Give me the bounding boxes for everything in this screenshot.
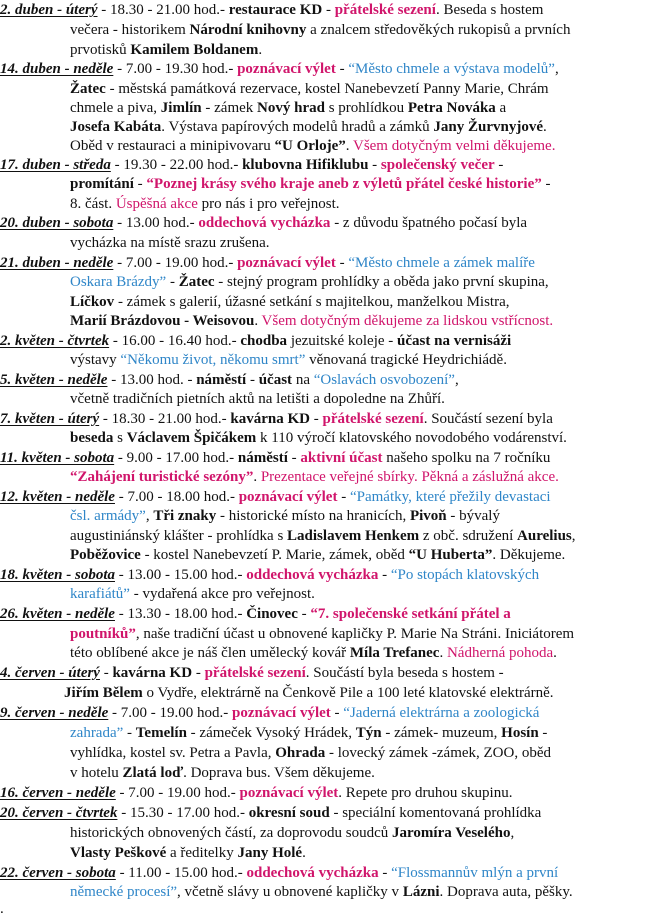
emphasis-text: Činovec bbox=[246, 606, 298, 622]
text-line bbox=[0, 763, 658, 784]
event-title: “Jaderná elektrárna a zoologická bbox=[343, 705, 540, 721]
event-text: k 110 výročí klatovského novodobého vodárenství. bbox=[256, 430, 567, 446]
event-text: - speciální komentovaná prohlídka bbox=[329, 805, 542, 821]
emphasis-text: beseda bbox=[70, 430, 114, 446]
emphasis-text: Nový hrad bbox=[257, 100, 325, 116]
event-text: a znalcem středověkých rukopisů a prvních bbox=[306, 22, 571, 38]
activity-type: “7. společenské setkání přátel a bbox=[310, 606, 511, 622]
emphasis-text: Líčkov bbox=[70, 294, 115, 310]
text-line bbox=[0, 98, 658, 119]
emphasis-text: náměstí bbox=[237, 450, 288, 466]
event-text: - 16.00 - 16.40 hod.- bbox=[109, 333, 241, 349]
activity-type: poznávací výlet bbox=[239, 785, 339, 801]
event-title: zahrada” bbox=[70, 725, 124, 741]
text-line bbox=[0, 803, 658, 824]
event-title: “Památky, které přežily devastaci bbox=[349, 489, 551, 505]
event-text: , bbox=[145, 508, 154, 524]
activity-type: aktivní účast bbox=[300, 450, 383, 466]
event-text: - 18.30 - 21.00 hod.- bbox=[99, 411, 231, 427]
text-line bbox=[0, 389, 658, 410]
text-line bbox=[0, 863, 658, 884]
event-date: 26. květen - neděle bbox=[0, 606, 115, 622]
text-line bbox=[0, 233, 658, 254]
event-text: - 11.00 - 15.00 hod.- bbox=[115, 865, 247, 881]
event-text: - bbox=[123, 725, 136, 741]
event-text: , bbox=[571, 528, 576, 544]
event-text: z obč. sdružení bbox=[419, 528, 518, 544]
event-text: . bbox=[543, 119, 547, 135]
event-text: - stejný program prohlídky a oběda jako první skupina, bbox=[214, 274, 549, 290]
event-text: - lovecký zámek -zámek, ZOO, oběd bbox=[325, 745, 552, 761]
activity-type: přátelské sezení bbox=[334, 2, 436, 18]
event-text: - bbox=[246, 372, 259, 388]
event-title: karafiátů” bbox=[70, 586, 130, 602]
event-text: výstavy bbox=[70, 352, 121, 368]
emphasis-text: Jaromíra Veselého bbox=[392, 825, 511, 841]
text-line bbox=[0, 703, 658, 724]
text-line bbox=[0, 565, 658, 586]
event-text: na bbox=[292, 372, 314, 388]
event-text: - 7.00 - 18.00 hod.- bbox=[114, 489, 239, 505]
event-text: . Součástí byla beseda s hostem - bbox=[305, 665, 504, 681]
emphasis-text: promítání bbox=[70, 176, 134, 192]
event-text: - bbox=[166, 274, 179, 290]
emphasis-text: chodba bbox=[240, 333, 288, 349]
event-text: . Výstava papírových modelů hradů a zámků bbox=[161, 119, 434, 135]
text-line bbox=[0, 882, 658, 903]
activity-type: společenský večer bbox=[380, 157, 495, 173]
activity-type: poutníků” bbox=[70, 626, 136, 642]
event-title: Oskara Brázdy” bbox=[70, 274, 167, 290]
text-line bbox=[0, 409, 658, 430]
emphasis-text: Míla Trefanec bbox=[349, 645, 440, 661]
event-text: - zámeček Vysoký Hrádek, bbox=[186, 725, 356, 741]
event-text: - 13.00 hod.- bbox=[113, 215, 199, 231]
text-line bbox=[0, 136, 658, 157]
text-line bbox=[0, 467, 658, 488]
event-text: . Doprava bus. Všem děkujeme. bbox=[183, 765, 375, 781]
event-text: - vydařená akce pro veřejnost. bbox=[129, 586, 315, 602]
event-text: - 13.00 hod. - bbox=[107, 372, 197, 388]
emphasis-text: náměstí bbox=[196, 372, 247, 388]
activity-type: poznávací výlet bbox=[238, 489, 338, 505]
event-text: - z důvodu špatného počasí byla bbox=[330, 215, 528, 231]
note-text: Úspěšná akce bbox=[115, 196, 198, 212]
event-date: 9. červen - neděle bbox=[0, 705, 109, 721]
emphasis-text: kavárna KD bbox=[112, 665, 193, 681]
event-text: vyhlídka, kostel sv. Petra a Pavla, bbox=[70, 745, 276, 761]
event-text: - bbox=[337, 489, 350, 505]
note-text: Všem dotyčným velmi děkujeme. bbox=[352, 138, 556, 154]
text-line bbox=[0, 0, 658, 21]
emphasis-text: Marií Brázdovou - Weisovou bbox=[70, 313, 255, 329]
event-text: - 9.00 - 17.00 hod.- bbox=[114, 450, 238, 466]
text-line bbox=[0, 843, 658, 864]
text-line bbox=[0, 311, 658, 332]
text-line bbox=[0, 783, 658, 804]
emphasis-text: Tři znaky bbox=[153, 508, 217, 524]
text-line bbox=[0, 350, 658, 371]
event-text: prvotisků bbox=[70, 42, 131, 58]
event-text: v hotelu bbox=[70, 765, 123, 781]
event-text: augustiniánský klášter - prohlídka s bbox=[70, 528, 288, 544]
event-text: - bývalý bbox=[446, 508, 500, 524]
emphasis-text: Kamilem Boldanem bbox=[130, 42, 259, 58]
event-text: . bbox=[345, 138, 353, 154]
emphasis-text: Ohrada bbox=[275, 745, 326, 761]
emphasis-text: okresní soud bbox=[248, 805, 330, 821]
emphasis-text: Poběžovice bbox=[70, 547, 141, 563]
event-text: - bbox=[287, 450, 301, 466]
text-line bbox=[0, 331, 658, 352]
text-line bbox=[0, 604, 658, 625]
text-line bbox=[0, 743, 658, 764]
text-line bbox=[0, 117, 658, 138]
note-text: Nádherná pohoda bbox=[446, 645, 554, 661]
event-text: - bbox=[322, 2, 335, 18]
event-text: - 13.00 - 15.00 hod.- bbox=[114, 567, 247, 583]
text-line bbox=[0, 370, 658, 391]
event-text: - bbox=[335, 61, 349, 77]
event-date: 17. duben - středa bbox=[0, 157, 111, 173]
emphasis-text: účast na vernisáži bbox=[397, 333, 512, 349]
event-text: - bbox=[133, 176, 147, 192]
event-text: - bbox=[335, 255, 349, 271]
text-line bbox=[0, 723, 658, 744]
event-title: “Flossmannův mlýn a první bbox=[391, 865, 559, 881]
activity-type: přátelské sezení bbox=[204, 665, 306, 681]
event-text: - zámek- muzeum, bbox=[381, 725, 502, 741]
event-text: . bbox=[302, 845, 306, 861]
emphasis-text: Jany Holé bbox=[237, 845, 303, 861]
emphasis-text: Jany Žurvnyjové bbox=[433, 119, 543, 135]
event-date: 20. duben - sobota bbox=[0, 215, 114, 231]
event-text: - bbox=[378, 865, 392, 881]
event-text: - 13.30 - 18.00 hod.- bbox=[114, 606, 247, 622]
text-line bbox=[0, 624, 658, 645]
text-line bbox=[0, 20, 658, 41]
emphasis-text: Aurelius bbox=[517, 528, 572, 544]
emphasis-text: Vlasty Peškové bbox=[70, 845, 167, 861]
event-text: vycházka na místě srazu zrušena. bbox=[70, 235, 270, 251]
event-text: historických obnovených částí, za doprovodu soudců bbox=[70, 825, 393, 841]
text-line bbox=[0, 487, 658, 508]
event-date: 16. červen - neděle bbox=[0, 785, 116, 801]
event-date: 7. květen - úterý bbox=[0, 411, 100, 427]
event-title: německé procesí” bbox=[70, 884, 178, 900]
text-line bbox=[0, 584, 658, 605]
event-text: včetně tradičních pietních aktů na letišti a dopoledne na Zhůří. bbox=[70, 391, 445, 407]
activity-type: “Poznej krásy svého kraje aneb z výletů přátel české historie” bbox=[146, 176, 542, 192]
event-text: - bbox=[378, 567, 391, 583]
event-text: . bbox=[439, 645, 447, 661]
event-text: - bbox=[368, 157, 381, 173]
event-text: večera - historikem bbox=[70, 22, 190, 38]
emphasis-text: účast bbox=[258, 372, 293, 388]
event-date: 11. květen - sobota bbox=[0, 450, 115, 466]
event-title: “Město chmele a výstava modelů” bbox=[348, 61, 555, 77]
text-line bbox=[0, 292, 658, 313]
emphasis-text: klubovna Hifiklubu bbox=[242, 157, 369, 173]
event-title: “Oslavách osvobození” bbox=[313, 372, 455, 388]
event-text: chmele a piva, bbox=[70, 100, 161, 116]
event-text: - bbox=[494, 157, 504, 173]
event-text: - bbox=[297, 606, 311, 622]
event-date: 22. červen - sobota bbox=[0, 865, 116, 881]
emphasis-text: Pivoň bbox=[409, 508, 447, 524]
activity-type: poznávací výlet bbox=[237, 61, 336, 77]
text-line bbox=[0, 155, 658, 176]
event-text: Oběd v restauraci a minipivovaru bbox=[70, 138, 275, 154]
activity-type: poznávací výlet bbox=[237, 255, 336, 271]
event-date: 12. květen - neděle bbox=[0, 489, 115, 505]
emphasis-text: Žatec bbox=[178, 274, 215, 290]
event-date: 2. květen - čtvrtek bbox=[0, 333, 110, 349]
event-text: - 7.00 - 19.00 hod.- bbox=[108, 705, 233, 721]
event-text: 8. část. bbox=[70, 196, 116, 212]
event-text: s bbox=[113, 430, 127, 446]
emphasis-text: Národní knihovny bbox=[189, 22, 307, 38]
event-title: “Město chmele a zámek malíře bbox=[348, 255, 535, 271]
event-text: - 18.30 - 21.00 hod.- bbox=[97, 2, 229, 18]
event-text: - 7.00 - 19.30 hod.- bbox=[113, 61, 238, 77]
text-line bbox=[0, 663, 658, 684]
text-line bbox=[0, 506, 658, 527]
event-date: 2. duben - úterý bbox=[0, 2, 98, 18]
text-line bbox=[0, 213, 658, 234]
event-text: . Repete pro druhou skupinu. bbox=[338, 785, 513, 801]
text-line bbox=[0, 643, 658, 664]
text-line bbox=[0, 823, 658, 844]
event-text: - bbox=[330, 705, 344, 721]
event-date: 20. červen - čtvrtek bbox=[0, 805, 118, 821]
event-text: - městská památková rezervace, kostel Nanebevzetí Panny Marie, Chrám bbox=[105, 81, 549, 97]
event-text: , naše tradiční účast u obnovené kapličky P. Marie Na Stráni. Iniciátorem bbox=[135, 626, 575, 642]
text-line bbox=[0, 428, 658, 449]
activity-type: oddechová vycházka bbox=[246, 567, 379, 583]
event-text: - bbox=[538, 725, 548, 741]
event-text: - 7.00 - 19.00 hod.- bbox=[113, 255, 238, 271]
event-text: a ředitelky bbox=[166, 845, 238, 861]
event-text: . Doprava auta, pěšky. bbox=[439, 884, 573, 900]
text-line bbox=[0, 272, 658, 293]
event-text: - bbox=[541, 176, 551, 192]
text-line bbox=[0, 448, 658, 469]
emphasis-text: Josefa Kabáta bbox=[70, 119, 162, 135]
emphasis-text: Petra Nováka bbox=[407, 100, 496, 116]
event-text: . bbox=[254, 313, 262, 329]
emphasis-text: kavárna KD bbox=[230, 411, 310, 427]
event-text: - zámek bbox=[201, 100, 258, 116]
emphasis-text: Lázni bbox=[402, 884, 440, 900]
emphasis-text: Hosín bbox=[501, 725, 539, 741]
text-line bbox=[0, 194, 658, 215]
event-text: . bbox=[553, 645, 557, 661]
event-text: - 19.30 - 22.00 hod.- bbox=[110, 157, 243, 173]
emphasis-text: Jiřím Bělem bbox=[64, 685, 143, 701]
event-text: , bbox=[454, 372, 459, 388]
event-text: této oblíbené akce je náš člen umělecký kovář bbox=[70, 645, 350, 661]
event-text: , včetně slávy u obnovené kapličky v bbox=[177, 884, 403, 900]
event-text: - bbox=[192, 665, 205, 681]
emphasis-text: Ladislavem Henkem bbox=[287, 528, 420, 544]
note-text: Všem dotyčným děkujeme za lidskou vstřícnost. bbox=[261, 313, 554, 329]
emphasis-text: Temelín bbox=[135, 725, 187, 741]
text-line bbox=[0, 79, 658, 100]
emphasis-text: Žatec bbox=[70, 81, 106, 97]
event-text: věnovaná tragické Heydrichiádě. bbox=[305, 352, 507, 368]
event-text: , bbox=[510, 825, 515, 841]
event-text: a bbox=[495, 100, 507, 116]
event-date: 5. květen - neděle bbox=[0, 372, 108, 388]
emphasis-text: Václavem Špičákem bbox=[126, 430, 257, 446]
stray-dot: . bbox=[0, 901, 4, 917]
activity-type: přátelské sezení bbox=[322, 411, 424, 427]
event-text: - zámek s galerií, úžasné setkání s majitelkou, manželkou Mistra, bbox=[114, 294, 510, 310]
activity-type: poznávací výlet bbox=[232, 705, 331, 721]
event-date: 21. duben - neděle bbox=[0, 255, 114, 271]
event-date: 4. červen - úterý bbox=[0, 665, 100, 681]
emphasis-text: “U Orloje” bbox=[274, 138, 346, 154]
event-text: o Vydře, elektrárně na Čenkově Pile a 100 leté klatovské elektrárně. bbox=[142, 685, 554, 701]
emphasis-text: “U Huberta” bbox=[408, 547, 493, 563]
event-text: - historické místo na hranicích, bbox=[216, 508, 410, 524]
activity-type: oddechová vycházka bbox=[198, 215, 331, 231]
event-text: - bbox=[309, 411, 323, 427]
event-text: . Beseda s hostem bbox=[435, 2, 544, 18]
event-text: pro nás i pro veřejnost. bbox=[197, 196, 340, 212]
event-title: čsl. armády” bbox=[70, 508, 146, 524]
event-text: - kostel Nanebevzetí P. Marie, zámek, oběd bbox=[140, 547, 409, 563]
text-line bbox=[0, 174, 658, 195]
text-line bbox=[0, 545, 658, 566]
event-title: “Po stopách klatovských bbox=[390, 567, 540, 583]
event-date: 18. květen - sobota bbox=[0, 567, 115, 583]
text-line bbox=[0, 253, 658, 274]
emphasis-text: restaurace KD bbox=[228, 2, 323, 18]
event-text: - bbox=[99, 665, 113, 681]
event-text: . Součástí sezení byla bbox=[423, 411, 553, 427]
activity-type: “Zahájení turistické sezóny” bbox=[70, 469, 254, 485]
text-line bbox=[0, 683, 658, 704]
text-line bbox=[0, 40, 658, 61]
event-text: . bbox=[258, 42, 263, 58]
text-line bbox=[0, 59, 658, 80]
event-text: . bbox=[253, 469, 261, 485]
activity-type: oddechová vycházka bbox=[246, 865, 379, 881]
emphasis-text: Týn bbox=[355, 725, 382, 741]
event-text: - 7.00 - 19.00 hod.- bbox=[115, 785, 240, 801]
event-date: 14. duben - neděle bbox=[0, 61, 114, 77]
text-line bbox=[0, 526, 658, 547]
event-text: s prohlídkou bbox=[324, 100, 408, 116]
emphasis-text: Jimlín bbox=[160, 100, 202, 116]
event-text: našeho spolku na 7 ročníku bbox=[382, 450, 551, 466]
event-text: , bbox=[554, 61, 559, 77]
event-title: “Někomu život, někomu smrt” bbox=[120, 352, 306, 368]
event-text: . Děkujeme. bbox=[492, 547, 566, 563]
note-text: Prezentace veřejné sbírky. Pěkná a záslužná akce. bbox=[260, 469, 559, 485]
event-text: jezuitské koleje - bbox=[287, 333, 398, 349]
emphasis-text: Zlatá loď bbox=[122, 765, 184, 781]
event-text: - 15.30 - 17.00 hod.- bbox=[117, 805, 249, 821]
